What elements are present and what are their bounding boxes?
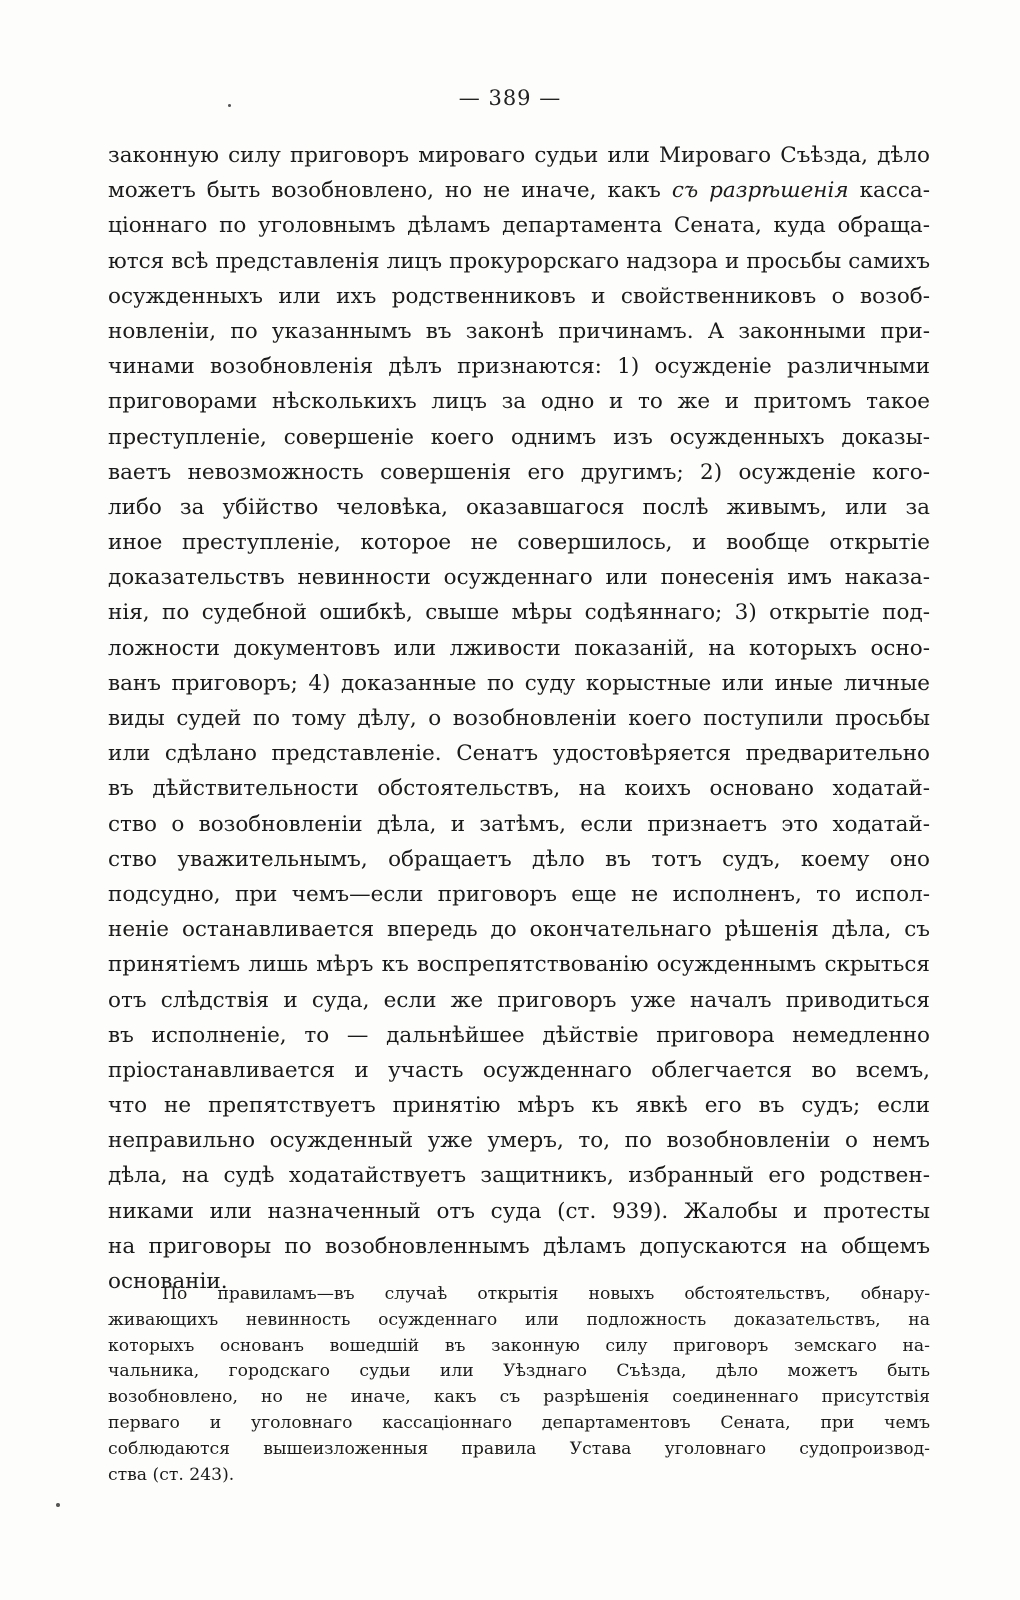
text-line: или сдѣлано представленіе. Сенатъ удостовѣряется предварительно xyxy=(108,741,930,767)
text-line: приговорами нѣсколькихъ лицъ за одно и то же и притомъ такое xyxy=(108,389,930,415)
footnote-line: живающихъ невинность осужденнаго или подложность доказательствъ, на xyxy=(108,1309,930,1330)
italic-text: съ разрѣшенія xyxy=(671,178,849,204)
footnote-line: чальника, городскаго судьи или Уѣзднаго Съѣзда, дѣло можетъ быть xyxy=(108,1361,930,1382)
footnote-line: перваго и уголовнаго кассаціоннаго департаментовъ Сената, при чемъ xyxy=(108,1412,930,1433)
text-line: новленіи, по указаннымъ въ законѣ причинамъ. А законными при- xyxy=(108,318,930,344)
text-line: неніе останавливается впередь до окончательнаго рѣшенія дѣла, съ xyxy=(108,917,930,943)
text-line: никами или назначенный отъ суда (ст. 939). Жалобы и протесты xyxy=(108,1198,930,1224)
text-line: ство о возобновленіи дѣла, и затѣмъ, если признаетъ это ходатай- xyxy=(108,811,930,837)
footnote-line: ства (ст. 243). xyxy=(108,1464,235,1485)
text-line: ванъ приговоръ; 4) доказанные по суду корыстные или иные личные xyxy=(108,670,930,696)
text-line: дѣла, на судѣ ходатайствуетъ защитникъ, избранный его родствен- xyxy=(108,1163,930,1189)
page-number: — 389 — xyxy=(458,86,562,110)
footnote-paragraph xyxy=(108,1282,930,1488)
text-line: пріостанавливается и участь осужденнаго облегчается во всемъ, xyxy=(108,1057,930,1083)
text-line: ство уважительнымъ, обращаетъ дѣло въ тотъ судъ, коему оно xyxy=(108,846,930,872)
footnote-line: которыхъ основанъ вошедшій въ законную силу приговоръ земскаго на- xyxy=(108,1335,930,1356)
text-line: въ дѣйствительности обстоятельствъ, на коихъ основано ходатай- xyxy=(108,776,930,802)
text-line: отъ слѣдствія и суда, если же приговоръ уже началъ приводиться xyxy=(108,987,930,1013)
footnote-line: возобновлено, но не иначе, какъ съ разрѣшенія соединеннаго присутствія xyxy=(108,1387,930,1408)
text-line: преступленіе, совершеніе коего однимъ изъ осужденныхъ доказы- xyxy=(108,424,930,450)
text-line: доказательствъ невинности осужденнаго или понесенія имъ наказа- xyxy=(108,565,930,591)
text-line: ціоннаго по уголовнымъ дѣламъ департамента Сената, куда обраща- xyxy=(108,213,930,239)
text-line: подсудно, при чемъ—если приговоръ еще не исполненъ, то испол- xyxy=(108,881,930,907)
text-line: неправильно осужденный уже умеръ, то, по возобновленіи о немъ xyxy=(108,1128,930,1154)
text-line: законную силу приговоръ мироваго судьи или Мироваго Съѣзда, дѣло xyxy=(108,143,930,168)
text-line: ложности документовъ или лживости показаній, на которыхъ осно- xyxy=(108,635,930,661)
text-line: виды судей по тому дѣлу, о возобновленіи коего поступили просьбы xyxy=(108,706,930,731)
footnote-line: По правиламъ—въ случаѣ открытія новыхъ обстоятельствъ, обнару- xyxy=(162,1284,930,1304)
text-line: что не препятствуетъ принятію мѣръ къ явкѣ его въ судъ; если xyxy=(108,1093,930,1119)
scan-speck xyxy=(56,1503,60,1507)
text-line: на приговоры по возобновленнымъ дѣламъ допускаются на общемъ xyxy=(108,1233,930,1259)
text-line: можетъ быть возобновлено, но не иначе, какъ съ разрѣшенія касса- xyxy=(108,178,930,204)
text-line: нія, по судебной ошибкѣ, свыше мѣры содѣяннаго; 3) открытіе под- xyxy=(108,600,930,626)
text-line: иное преступленіе, которое не совершилось, и вообще открытіе xyxy=(108,530,930,556)
text-line: ются всѣ представленія лицъ прокурорскаго надзора и просьбы самихъ xyxy=(108,248,930,274)
main-paragraph xyxy=(108,138,930,1299)
text-line: либо за убійство человѣка, оказавшагося послѣ живымъ, или за xyxy=(108,494,930,520)
text-line: принятіемъ лишь мѣръ къ воспрепятствованію осужденнымъ скрыться xyxy=(108,952,930,978)
text-line: осужденныхъ или ихъ родственниковъ и свойственниковъ о возоб- xyxy=(108,283,930,309)
text-line: ваетъ невозможность совершенія его другимъ; 2) осужденіе кого- xyxy=(108,459,930,485)
text-line: въ исполненіе, то — дальнѣйшее дѣйствіе приговора немедленно xyxy=(108,1022,930,1048)
text-line: чинами возобновленія дѣлъ признаются: 1) осужденіе различными xyxy=(108,354,930,380)
footnote-line: соблюдаются вышеизложенныя правила Устава уголовнаго судопроизвод- xyxy=(108,1438,930,1459)
scan-speck xyxy=(228,104,231,107)
text-line: основаніи. xyxy=(108,1269,228,1294)
